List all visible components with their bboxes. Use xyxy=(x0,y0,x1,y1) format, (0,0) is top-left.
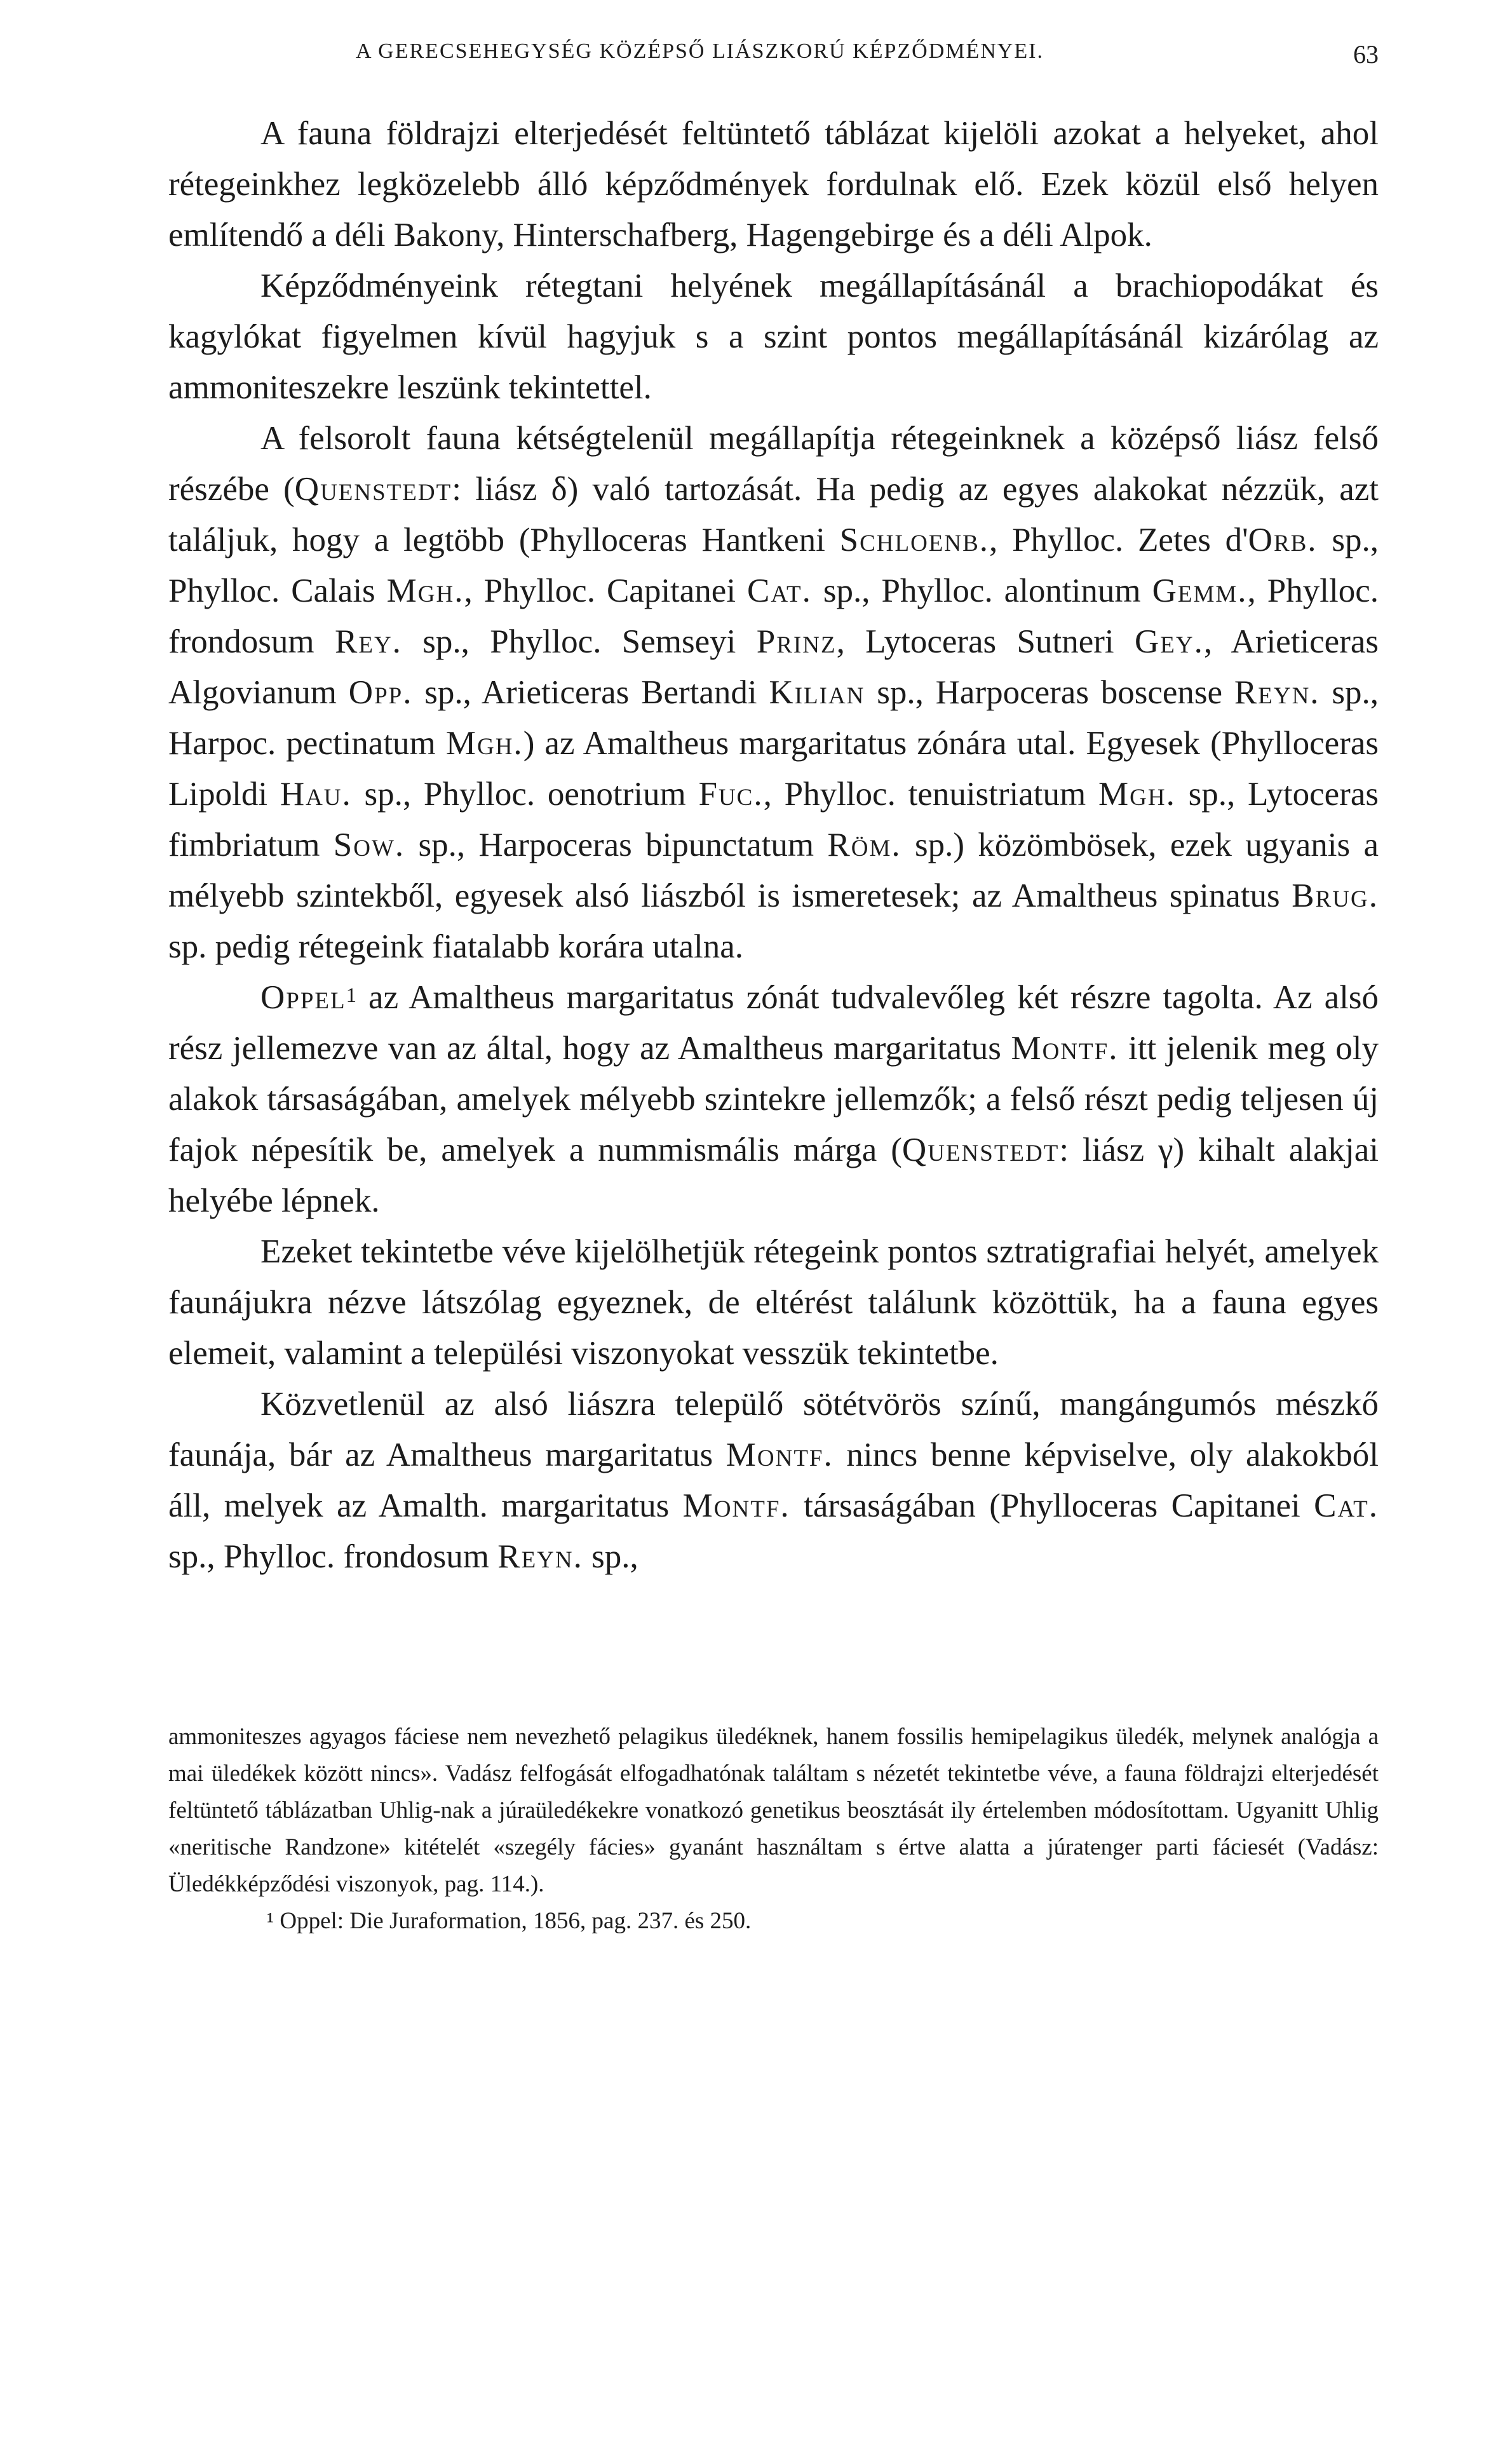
paragraph-1: A fauna földrajzi elterjedését feltüntető táblázat kijelöli azokat a helyeket, ahol rétegeinkhez legközelebb álló képződmények fordulnak elő. Ezek közül első helyen említendő a déli Bakony, Hinterschafberg, Hagengebirge és a déli Alpok. xyxy=(168,115,1379,254)
paragraph-4: Oppel$^1$ az Amaltheus margaritatus zónát tudvalevőleg két részre tagolta. Az alsó rész jellemezve van az által, hogy az Amaltheus margaritatus Montf. itt jelenik meg oly alakok társaságában, amelyek mélyebb szintekre jellemzők; a felső részt pedig teljesen új fajok népesítik be, amelyek a nummismális márga (Quenstedt: liász γ) kihalt alakjai helyébe lépnek. xyxy=(168,979,1379,1219)
page-number: 63 xyxy=(1353,40,1379,69)
footnote-1-marker: ¹ xyxy=(267,1908,274,1934)
page-header xyxy=(184,39,1379,78)
paragraph-2: Képződményeink rétegtani helyének megállapításánál a brachiopodákat és kagylókat figyelmen kívül hagyjuk s a szint pontos megállapításánál kizárólag az ammoniteszekre leszünk tekintettel. xyxy=(168,267,1379,406)
paragraph-5: Ezeket tekintetbe véve kijelölhetjük rétegeink pontos sztratigrafiai helyét, amelyek faunájukra nézve látszólag egyeznek, de eltérést találunk közöttük, ha a fauna egyes elemeit, valamint a települési viszonyokat vesszük tekintetbe. xyxy=(168,1233,1379,1372)
footnote-1-text: Oppel: Die Juraformation, 1856, pag. 237. és 250. xyxy=(280,1908,752,1934)
footnote-1 xyxy=(168,1903,1379,1940)
running-title: A GERECSEHEGYSÉG KÖZÉPSŐ LIÁSZKORÚ KÉPZŐDMÉNYEI. xyxy=(356,39,1044,63)
footnotes xyxy=(168,1719,1379,1940)
paragraph-3: A felsorolt fauna kétségtelenül megállapítja rétegeinknek a középső liász felső részébe (Quenstedt: liász δ) való tartozását. Ha pedig az egyes alakokat nézzük, azt találjuk, hogy a legtöbb (Phylloceras Hantkeni Schloenb., Phylloc. Zetes d'Orb. sp., Phylloc. Calais Mgh., Phylloc. Capitanei Cat. sp., Phylloc. alontinum Gemm., Phylloc. frondosum Rey. sp., Phylloc. Semseyi Prinz, Lytoceras Sutneri Gey., Arieticeras Algovianum Opp. sp., Arieticeras Bertandi Kilian sp., Harpoceras boscense Reyn. sp., Harpoc. pectinatum Mgh.) az Amaltheus margaritatus zónára utal. Egyesek (Phylloceras Lipoldi Hau. sp., Phylloc. oenotrium Fuc., Phylloc. tenuistriatum Mgh. sp., Lytoceras fimbriatum Sow. sp., Harpoceras bipunctatum Röm. sp.) közömbösek, ezek ugyanis a mélyebb szintekből, egyesek alsó liászból is ismeretesek; az Amaltheus spinatus Brug. sp. pedig rétegeink fiatalabb korára utalna. xyxy=(168,420,1379,965)
paragraph-6: Közvetlenül az alsó liászra települő sötétvörös színű, mangángumós mészkő faunája, bár az Amaltheus margaritatus Montf. nincs benne képviselve, oly alakokból áll, melyek az Amalth. margaritatus Montf. társaságában (Phylloceras Capitanei Cat. sp., Phylloc. frondosum Reyn. sp., xyxy=(168,1386,1379,1575)
main-text xyxy=(168,108,1379,1582)
footnote-continuation: ammoniteszes agyagos fáciese nem nevezhető pelagikus üledéknek, hanem fossilis hemipelagikus üledék, melynek analógja a mai üledékek között nincs». Vadász felfogását elfogadhatónak találtam s nézetét tekintetbe véve, a fauna földrajzi elterjedését feltüntető táblázatban Uhlig-nak a júraüledékekre vonatkozó genetikus beosztását ily értelemben módosítottam. Ugyanitt Uhlig «neritische Randzone» kitételét «szegély fácies» gyanánt használtam s értve alatta a júratenger parti fáciesét (Vadász: Üledékképződési viszonyok, pag. 114.). xyxy=(168,1724,1379,1897)
